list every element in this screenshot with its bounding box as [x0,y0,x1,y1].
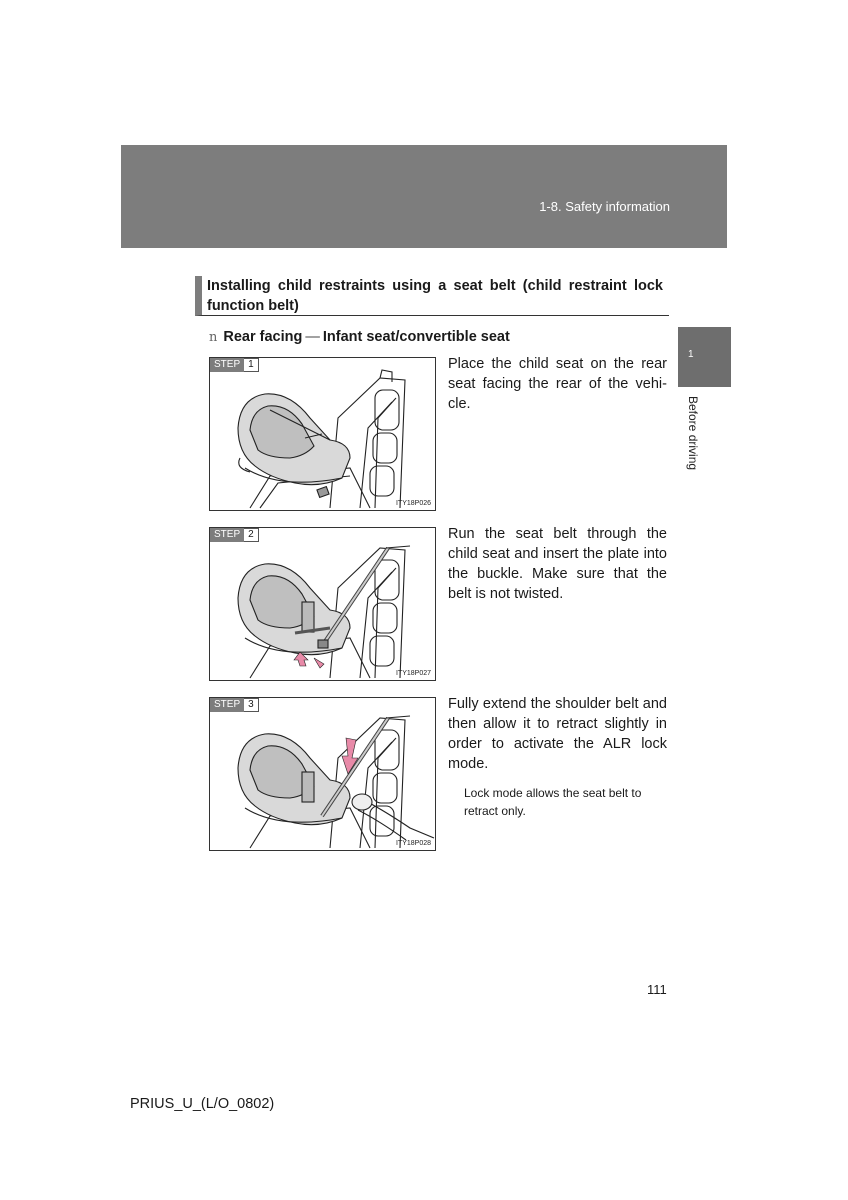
child-seat-illustration-1 [210,358,435,510]
step-label: STEP [210,358,244,372]
figure-code: ITY18P027 [395,670,431,677]
step-2-figure [209,527,436,681]
footer-code: PRIUS_U_(L/O_0802) [130,1096,275,1112]
step-3-text: Fully extend the shoulder belt and then allow it to retract slightly in order to activate the ALR lock mode. [448,696,667,772]
step-1-text: Place the child seat on the rear seat facing the rear of the vehi-cle. [448,356,667,412]
step-number: 1 [244,358,259,372]
figure-code: ITY18P026 [395,500,431,507]
step-label: STEP [210,698,244,712]
step-3-figure [209,697,436,851]
subheading-part1: Rear facing [223,329,303,345]
subheading [209,329,510,345]
figure-code: ITY18P028 [395,840,431,847]
subheading-dash: — [305,329,320,345]
step-label: STEP [210,528,244,542]
bullet-icon: n [209,330,218,345]
step-2-badge [210,528,259,542]
chapter-tab-number: 1 [688,349,694,360]
step-3-badge [210,698,259,712]
step-1-figure [209,357,436,511]
page-number: 111 [647,982,667,997]
header-band [121,145,727,248]
step-1-badge [210,358,259,372]
note-text: Lock mode allows the seat belt to retract only. [464,786,642,818]
step-2-text: Run the seat belt through the child seat and insert the plate into the buckle. Make sure that the belt is not twisted. [448,526,667,602]
child-seat-illustration-3 [210,698,435,850]
header-section-title: 1-8. Safety information [539,199,670,214]
child-seat-illustration-2 [210,528,435,680]
section-heading: Installing child restraints using a seat belt (child restraint lock function belt) [195,276,669,316]
step-number: 2 [244,528,259,542]
chapter-tab-label: Before driving [686,396,700,471]
step-number: 3 [244,698,259,712]
subheading-part2: Infant seat/convertible seat [322,329,510,345]
chapter-tab [678,327,731,387]
